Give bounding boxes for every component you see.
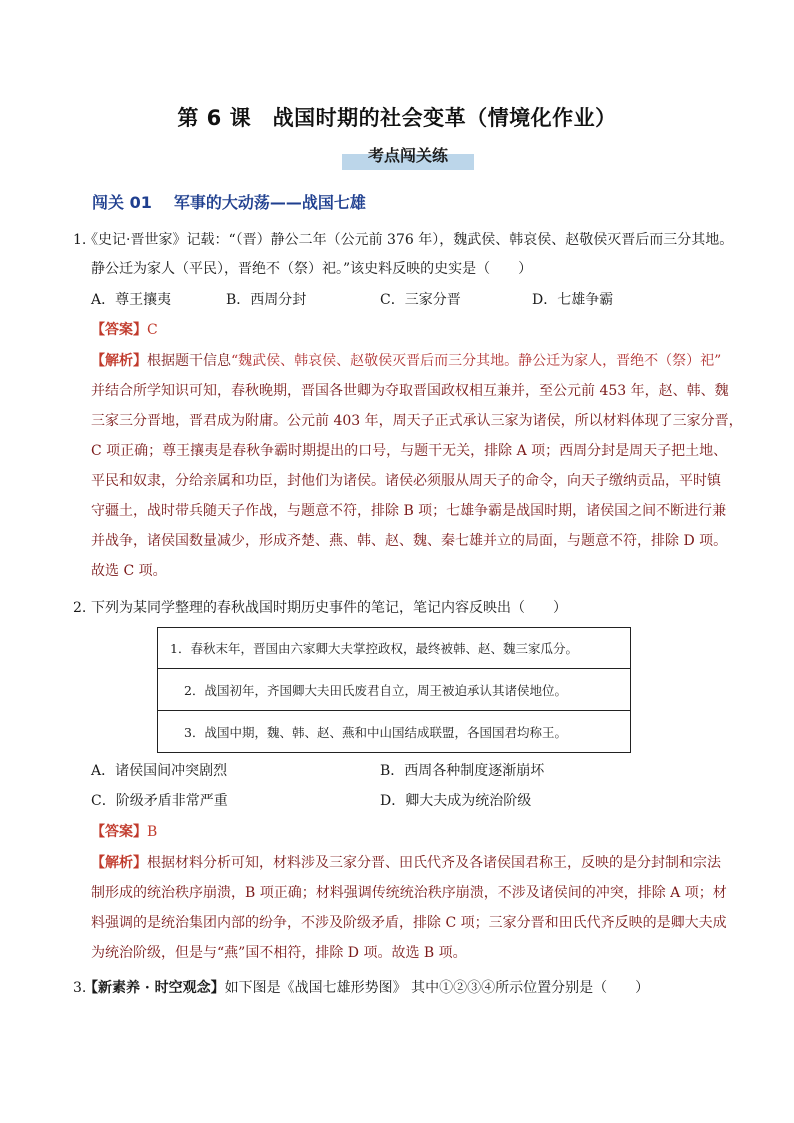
q1-analysis-line: 平民和奴隶，分给亲属和功臣，封他们为诸侯。诸侯必须服从周天子的命令，向天子缴纳贡品，平时镇 — [91, 473, 721, 489]
q1-answer — [91, 320, 158, 340]
q3-number: 3. — [73, 980, 87, 996]
q1-analysis-line: 守疆土，战时带兵随天子作战，与题意不符，排除 B 项；七雄争霸是战国时期，诸侯国之间不断进行兼 — [91, 503, 727, 519]
q2-option-a: A．诸侯国间冲突剧烈 — [91, 763, 228, 779]
answer-value: B — [147, 824, 158, 840]
q1-stem-line2: 静公迁为家人（平民），晋绝不（祭）祀。”该史料反映的史实是（ ） — [91, 261, 533, 277]
section-number: 闯关 01 — [92, 193, 152, 212]
analysis-label: 【解析】 — [91, 855, 147, 871]
q1-analysis-line: 并战争，诸侯国数量减少，形成齐楚、燕、韩、赵、魏、秦七雄并立的局面，与题意不符，排除 D 项。 — [91, 533, 728, 549]
q2-answer — [91, 822, 157, 842]
section-title: 军事的大动荡——战国七雄 — [173, 193, 366, 212]
note-row-1: 1．春秋末年，晋国由六家卿大夫掌控政权，最终被韩、赵、魏三家瓜分。 — [158, 628, 630, 669]
q1-option-a: A．尊王攘夷 — [91, 292, 172, 308]
notes-table — [157, 627, 631, 753]
q1-option-c: C．三家分晋 — [380, 292, 461, 308]
q2-analysis-line: 【解析】根据材料分析可知，材料涉及三家分晋、田氏代齐及各诸侯国君称王，反映的是分封制和宗法 — [91, 855, 721, 871]
q1-analysis-line: 三家三分晋地，晋君成为附庸。公元前 403 年，周天子正式承认三家为诸侯，所以材料体现了三家分晋， — [91, 413, 743, 429]
document-page: 第 6 课 战国时期的社会变革（情境化作业） 考点闯关练 闯关 01 军事的大动荡——战国七雄 1. 《史记·晋世家》记载：“（晋）静公二年（公元前 376 年），魏武侯、韩哀侯、赵敬侯灭晋后而三分其地。 静公迁为家人（平民），晋绝不（祭）祀。”该史料反映的史实是（ ） A．尊王攘夷 B．西周分封 C．三家分晋 D．七雄争霸 【答案】C 【解析】根据题干信息“魏武侯、韩哀侯、赵敬侯灭晋后而三分其地。静公迁为家人，晋绝不（祭）祀” 并结合所学知识可知，春秋晚期，晋国各世卿为夺取晋国政权相互兼并，至公元前 453 年，赵、韩、魏 三家三分晋地，晋君成为附庸。公元前 403 年，周天子正式承认三家为诸侯，所以材料体现了三家分晋， C 项正确；尊王攘夷是春秋争霸时期提出的口号，与题干无关，排除 A 项；西周分封是周天子把土地、 平民和奴隶，分给亲属和功臣，封他们为诸侯。诸侯必须服从周天子的命令，向天子缴纳贡品，平时镇 守疆土，战时带兵随天子作战，与题意不符，排除 B 项；七雄争霸是战国时期，诸侯国之间不断进行兼 并战争，诸侯国数量减少，形成齐楚、燕、韩、赵、魏、秦七雄并立的局面，与题意不符，排除 D 项。 故选 C 项。 2. 下列为某同学整理的春秋战国时期历史事件的笔记，笔记内容反映出（ ） 1．春秋末年，晋国由六家卿大夫掌控政权，最终被韩、赵、魏三家瓜分。 2．战国初年，齐国卿大夫田氏废君自立，周王被迫承认其诸侯地位。 3．战国中期，魏、韩、赵、燕和中山国结成联盟，各国国君均称王。 A．诸侯国间冲突剧烈 B．西周各种制度逐渐崩坏 C．阶级矛盾非常严重 D．卿大夫成为统治阶级 【答案】B 【解析】根据材料分析可知，材料涉及三家分晋、田氏代齐及各诸侯国君称王，反映的是分封制和宗法 制形成的统治秩序崩溃，B 项正确；材料强调传统统治秩序崩溃，不涉及诸侯间的冲突，排除 A 项；材 料强调的是统治集团内部的纷争，不涉及阶级矛盾，排除 C 项；三家分晋和田氏代齐反映的是卿大夫成 为统治阶级，但是与“燕”国不相符，排除 D 项。故选 B 项。 3. 【新素养 · 时空观念】如下图是《战国七雄形势图》 其中①②③④所示位置分别是（ ） — [0, 0, 794, 1123]
analysis-quote: “魏武侯、韩哀侯、赵敬侯灭晋后而三分其地。静公迁为家人，晋绝不（祭）祀” — [231, 353, 722, 369]
subtitle-banner — [342, 143, 474, 169]
q1-analysis-line: C 项正确；尊王攘夷是春秋争霸时期提出的口号，与题干无关，排除 A 项；西周分封是周天子把土地、 — [91, 443, 728, 459]
q1-number: 1. — [73, 232, 87, 248]
analysis-label: 【解析】 — [91, 353, 147, 369]
answer-label: 【答案】 — [91, 824, 147, 840]
q2-analysis-line: 料强调的是统治集团内部的纷争，不涉及阶级矛盾，排除 C 项；三家分晋和田氏代齐反映的是卿大夫成 — [91, 915, 727, 931]
q1-option-d: D．七雄争霸 — [532, 292, 614, 308]
answer-value: C — [147, 322, 158, 338]
q1-option-b: B．西周分封 — [226, 292, 307, 308]
note-row-3: 3．战国中期，魏、韩、赵、燕和中山国结成联盟，各国国君均称王。 — [184, 725, 567, 740]
section-heading — [92, 190, 366, 213]
q1-analysis-line: 【解析】根据题干信息“魏武侯、韩哀侯、赵敬侯灭晋后而三分其地。静公迁为家人，晋绝不（祭）祀” — [91, 353, 722, 369]
q1-analysis-line: 故选 C 项。 — [91, 563, 167, 579]
q3-tag: 【新素养 · 时空观念】 — [84, 980, 225, 996]
q2-analysis-line: 制形成的统治秩序崩溃，B 项正确；材料强调传统统治秩序崩溃，不涉及诸侯间的冲突，排除 A 项；材 — [91, 885, 727, 901]
q2-option-b: B．西周各种制度逐渐崩坏 — [380, 763, 545, 779]
q1-analysis-line: 并结合所学知识可知，春秋晚期，晋国各世卿为夺取晋国政权相互兼并，至公元前 453 年，赵、韩、魏 — [91, 383, 729, 399]
q2-number: 2. — [73, 600, 87, 616]
answer-label: 【答案】 — [91, 322, 147, 338]
page-title: 第 6 课 战国时期的社会变革（情境化作业） — [177, 106, 617, 130]
q2-analysis-line: 为统治阶级，但是与“燕”国不相符，排除 D 项。故选 B 项。 — [91, 945, 467, 961]
q2-option-d: D．卿大夫成为统治阶级 — [380, 793, 532, 809]
note-row-2: 2．战国初年，齐国卿大夫田氏废君自立，周王被迫承认其诸侯地位。 — [158, 670, 630, 711]
subtitle: 考点闯关练 — [367, 146, 448, 165]
q2-option-c: C．阶级矛盾非常严重 — [91, 793, 228, 809]
